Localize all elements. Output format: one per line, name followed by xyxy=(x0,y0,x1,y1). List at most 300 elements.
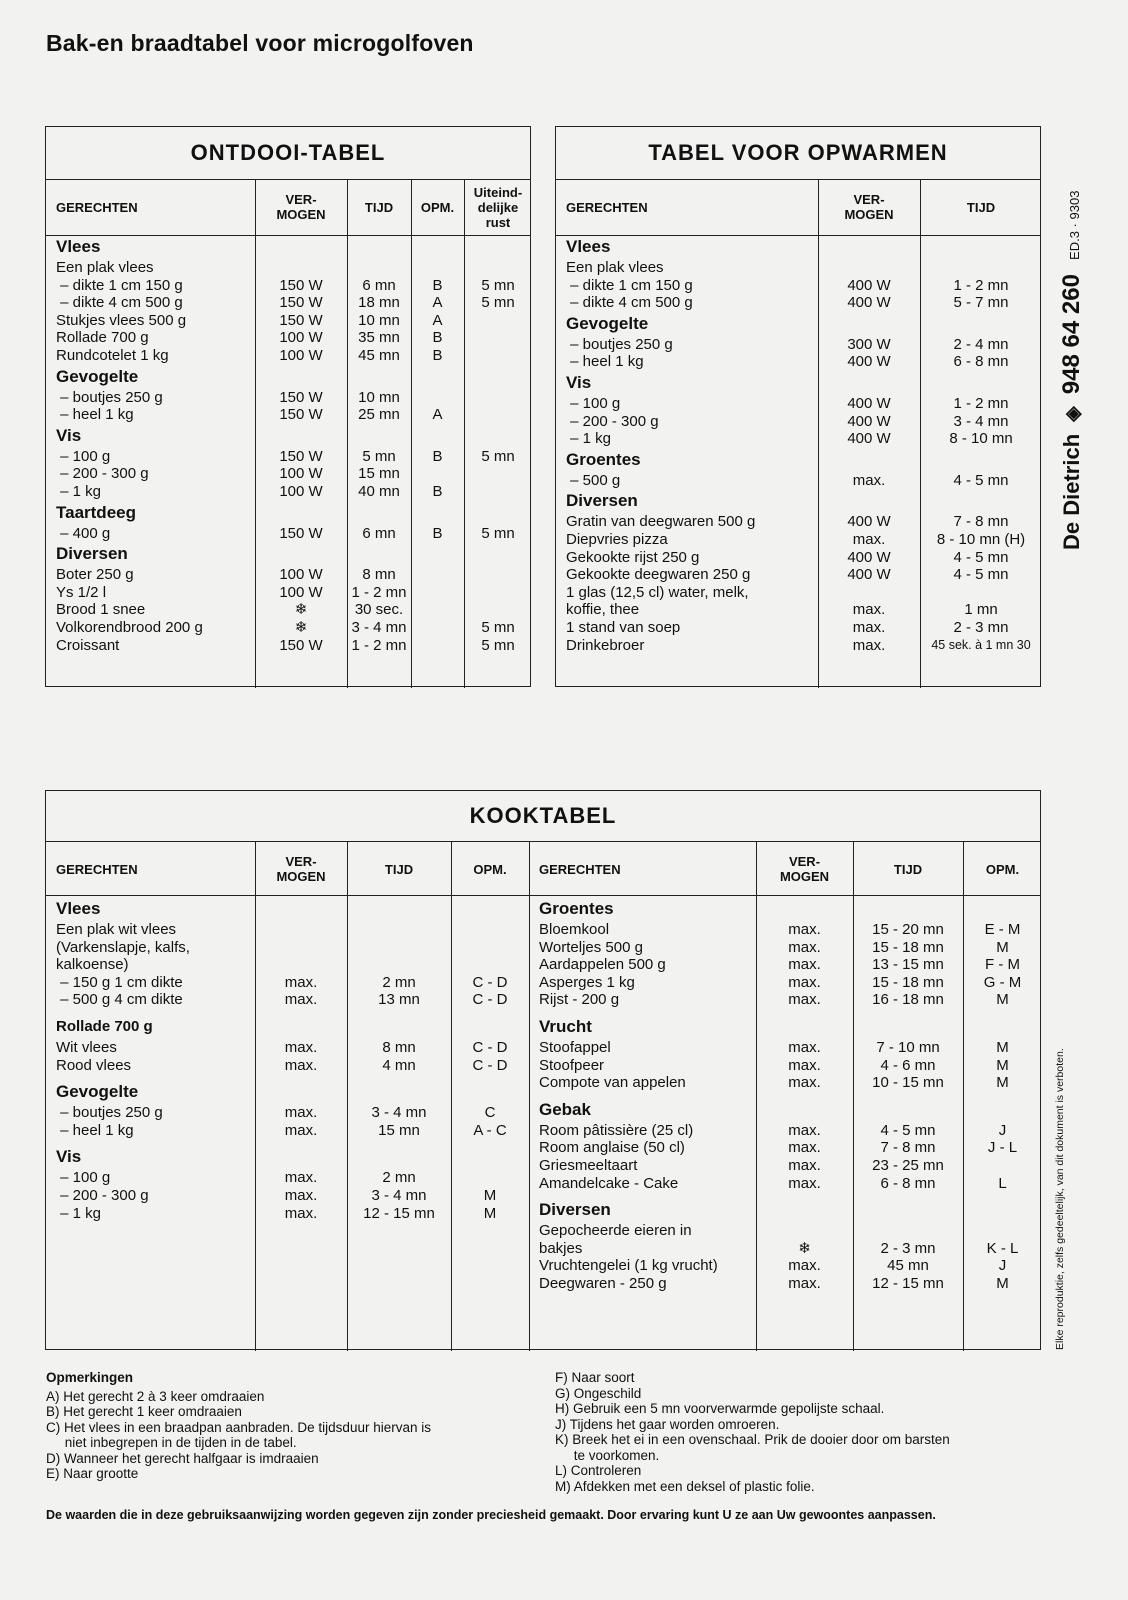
note-item: te voorkomen. xyxy=(555,1447,660,1463)
cell-dish: Rundcotelet 1 kg xyxy=(56,346,169,364)
cell-time: 45 sek. à 1 mn 30 xyxy=(931,637,1031,652)
cell-dish: – heel 1 kg xyxy=(566,353,644,371)
cell-power: 100 W xyxy=(279,346,323,364)
cell-time: 15 - 18 mn xyxy=(872,938,944,956)
cell-dish: Stukjes vlees 500 g xyxy=(56,311,187,329)
note-item: K) Breek het ei in een ovenschaal. Prik de dooier door om barsten xyxy=(555,1432,950,1447)
table-row xyxy=(56,939,526,957)
cell-power: 400 W xyxy=(847,566,891,584)
table-row xyxy=(56,991,526,1009)
cell-time: 6 - 8 mn xyxy=(953,353,1009,371)
table-row xyxy=(566,294,1036,312)
cell-time: 8 mn xyxy=(382,1038,416,1056)
table-row xyxy=(539,1039,1039,1057)
table-row xyxy=(56,389,526,407)
cell-power: max. xyxy=(284,1038,318,1056)
cell-time: 2 mn xyxy=(382,1169,416,1187)
cell-dish: Deegwaren - 250 g xyxy=(539,1274,667,1292)
cell-remark: C - D xyxy=(472,991,508,1009)
table-row xyxy=(566,430,1036,448)
cell-power: 100 W xyxy=(279,583,323,601)
cell-time: 13 mn xyxy=(378,991,420,1009)
table-row xyxy=(539,921,1039,939)
cell-power: max. xyxy=(788,1174,821,1192)
cell-time: 45 mn xyxy=(358,346,400,364)
cell-time: 1 - 2 mn xyxy=(351,583,407,601)
cell-time: 1 - 2 mn xyxy=(953,276,1009,294)
cell-dish: – 1 kg xyxy=(566,430,612,448)
cell-power: 400 W xyxy=(847,294,891,312)
header-gerechten: GERECHTEN xyxy=(56,861,138,877)
cell-dish: Vruchtengelei (1 kg vrucht) xyxy=(539,1257,718,1275)
cell-time: 40 mn xyxy=(358,482,400,500)
kook-table xyxy=(45,790,1041,1350)
table-row xyxy=(56,259,526,277)
cell-remark: C - D xyxy=(472,1056,508,1074)
cell-power: 300 W xyxy=(847,335,891,353)
cell-time: 15 - 20 mn xyxy=(872,921,944,938)
cell-power: max. xyxy=(788,1056,821,1074)
cell-dish: Compote van appelen xyxy=(539,1074,686,1092)
cell-dish: Room anglaise (50 cl) xyxy=(539,1139,685,1157)
note-item: H) Gebruik een 5 mn voorverwarmde gepolijste schaal. xyxy=(555,1401,885,1416)
cell-dish: – 100 g xyxy=(56,1169,111,1187)
cell-dish: – dikte 4 cm 500 g xyxy=(566,294,693,312)
cell-power: 400 W xyxy=(847,430,891,448)
category-heading: Vlees xyxy=(566,237,611,256)
cell-time: 4 - 5 mn xyxy=(880,1121,936,1139)
cell-time: 4 - 5 mn xyxy=(953,548,1009,566)
cell-time: 13 - 15 mn xyxy=(872,956,944,974)
table-row xyxy=(566,584,1036,602)
opwarmen-rows-body xyxy=(566,235,1036,654)
cell-time: 10 - 15 mn xyxy=(872,1074,944,1092)
note-item: L) Controleren xyxy=(555,1463,642,1478)
cell-time: 10 mn xyxy=(358,311,400,329)
cell-dish: – 200 - 300 g xyxy=(566,412,659,430)
cell-time: 4 mn xyxy=(382,1056,416,1074)
table-row xyxy=(56,1205,526,1223)
cell-dish: Boter 250 g xyxy=(56,566,134,584)
note-item: D) Wanneer het gerecht halfgaar is imdraaien xyxy=(46,1450,319,1466)
note-item: J) Tijdens het gaar worden omroeren. xyxy=(555,1416,780,1432)
cell-dish: Rood vlees xyxy=(56,1056,132,1074)
copyright-block xyxy=(1052,1010,1072,1350)
note-item: G) Ongeschild xyxy=(555,1385,642,1401)
table-row xyxy=(566,277,1036,295)
cell-power: 150 W xyxy=(279,294,323,312)
cell-power: 100 W xyxy=(279,465,323,483)
table-row xyxy=(56,1057,526,1075)
cell-rest: 5 mn xyxy=(481,618,515,636)
cell-time: 23 - 25 mn xyxy=(872,1156,944,1174)
cell-power: max. xyxy=(284,1121,318,1139)
category-heading: Vlees xyxy=(56,899,101,918)
header-tijd: TIJD xyxy=(364,199,394,215)
cell-remark: B xyxy=(432,482,443,500)
table-row xyxy=(566,395,1036,413)
note-item: niet inbegrepen in de tijden in de tabel. xyxy=(46,1435,297,1450)
note-item: M) Afdekken met een deksel of plastic folie. xyxy=(555,1478,815,1494)
cell-time: 5 mn xyxy=(362,447,396,465)
table-row xyxy=(539,1240,1039,1258)
table-row xyxy=(539,974,1039,992)
cell-remark: M xyxy=(996,1074,1009,1092)
note-item: A) Het gerecht 2 à 3 keer omdraaien xyxy=(46,1388,265,1404)
table-row xyxy=(56,956,526,974)
cell-power: max. xyxy=(284,1186,318,1204)
cell-dish: Bloemkool xyxy=(539,921,610,938)
cell-dish: kalkoense) xyxy=(56,956,129,974)
table-row xyxy=(539,956,1039,974)
cell-time: 8 - 10 mn xyxy=(949,430,1013,448)
table-row xyxy=(56,1122,526,1140)
header-vermogen: VER- MOGEN xyxy=(779,854,830,884)
table-row xyxy=(56,465,526,483)
ontdooi-table xyxy=(45,126,531,687)
category-heading: Groentes xyxy=(566,449,641,469)
table-row xyxy=(56,921,526,939)
cell-power: max. xyxy=(852,618,886,636)
cell-time: 7 - 10 mn xyxy=(876,1038,940,1056)
category-heading: Vis xyxy=(56,425,82,445)
cell-rest: 5 mn xyxy=(481,447,515,465)
cell-dish: 1 glas (12,5 cl) water, melk, xyxy=(566,583,749,601)
cell-power: max. xyxy=(852,636,886,654)
table-row xyxy=(56,312,526,330)
table-row xyxy=(56,1039,526,1057)
cell-remark: M xyxy=(996,938,1009,956)
table-row xyxy=(539,1175,1039,1193)
cell-remark: J - L xyxy=(987,1139,1018,1157)
cell-dish: Een plak vlees xyxy=(56,259,154,276)
cell-dish: – dikte 4 cm 500 g xyxy=(56,294,183,312)
side-brand-block xyxy=(1058,120,1088,580)
header-gerechten: GERECHTEN xyxy=(539,861,621,877)
cell-dish: Aardappelen 500 g xyxy=(539,956,666,974)
cell-dish: Brood 1 snee xyxy=(56,601,146,619)
notes-heading: Opmerkingen xyxy=(46,1370,134,1385)
cell-power: max. xyxy=(788,973,821,991)
cell-time: 6 - 8 mn xyxy=(880,1174,936,1192)
cell-power: max. xyxy=(788,1121,821,1139)
table-row xyxy=(56,637,526,655)
cell-time: 7 - 8 mn xyxy=(880,1139,936,1157)
table-row xyxy=(56,1187,526,1205)
cell-remark: L xyxy=(998,1174,1007,1192)
table-row xyxy=(56,406,526,424)
table-row xyxy=(56,601,526,619)
cell-power: 150 W xyxy=(279,406,323,424)
cell-time: 15 mn xyxy=(378,1121,420,1139)
cell-power: max. xyxy=(852,471,886,489)
table-row xyxy=(566,619,1036,637)
cell-remark: K - L xyxy=(986,1239,1019,1257)
ontdooi-rows-body xyxy=(56,235,526,654)
cell-power: max. xyxy=(788,938,821,956)
table-row xyxy=(56,294,526,312)
cell-dish: – 400 g xyxy=(56,524,111,542)
table-row xyxy=(539,939,1039,957)
cell-dish: Rijst - 200 g xyxy=(539,991,620,1009)
cell-remark: J xyxy=(998,1257,1007,1275)
cell-power: 400 W xyxy=(847,548,891,566)
category-heading: Gevogelte xyxy=(56,366,139,386)
cell-power: max. xyxy=(284,1169,318,1187)
cell-power: max. xyxy=(284,991,318,1009)
cell-power: max. xyxy=(284,1056,318,1074)
cell-time: 12 - 15 mn xyxy=(363,1204,435,1222)
cell-remark: M xyxy=(483,1186,497,1204)
cell-power: 100 W xyxy=(279,329,323,347)
cell-time: 7 - 8 mn xyxy=(953,513,1009,531)
copyright-text: Elke reproduktie, zelfs gedeeltelijk, van dit dokument is verboten. xyxy=(1054,1048,1066,1350)
cell-dish: – 200 - 300 g xyxy=(56,1186,149,1204)
cell-dish: Asperges 1 kg xyxy=(539,973,635,991)
cell-dish: Stoofappel xyxy=(539,1038,611,1056)
category-heading: Vrucht xyxy=(539,1016,592,1036)
cell-dish: Stoofpeer xyxy=(539,1056,605,1074)
table-row xyxy=(539,1157,1039,1175)
cell-remark: C - D xyxy=(472,1038,508,1056)
cell-remark: B xyxy=(432,447,443,465)
cell-dish: – 150 g 1 cm dikte xyxy=(56,973,183,991)
cell-time: 3 - 4 mn xyxy=(351,618,407,636)
opwarmen-table-title: TABEL VOOR OPWARMEN xyxy=(556,127,1040,180)
cell-remark: C xyxy=(484,1104,496,1122)
cell-dish: Gratin van deegwaren 500 g xyxy=(566,513,756,531)
cell-dish: Worteljes 500 g xyxy=(539,938,643,956)
cell-time: 3 - 4 mn xyxy=(953,412,1009,430)
cell-dish: – boutjes 250 g xyxy=(56,388,163,406)
cell-rest: 5 mn xyxy=(481,276,515,294)
cell-time: 16 - 18 mn xyxy=(872,991,944,1009)
cell-dish: bakjes xyxy=(539,1239,583,1257)
product-code: 948 64 260 xyxy=(1058,274,1085,395)
cell-time: 2 - 3 mn xyxy=(953,618,1009,636)
snowflake-defrost-icon: ❄ xyxy=(798,1239,811,1257)
cell-time: 10 mn xyxy=(358,388,400,406)
table-row xyxy=(56,566,526,584)
ontdooi-table-title: ONTDOOI-TABEL xyxy=(46,127,530,180)
cell-remark: A xyxy=(432,311,443,329)
cell-time: 18 mn xyxy=(358,294,400,312)
cell-remark: B xyxy=(432,346,443,364)
page-title: Bak-en braadtabel voor microgolfoven xyxy=(46,30,474,56)
cell-dish: – 100 g xyxy=(566,394,621,412)
cell-time: 6 mn xyxy=(362,276,396,294)
cell-dish: Drinkebroer xyxy=(566,636,645,654)
cell-time: 2 - 3 mn xyxy=(880,1239,936,1257)
cell-dish: Diepvries pizza xyxy=(566,530,668,548)
cell-rest: 5 mn xyxy=(481,294,515,312)
category-heading: Taartdeeg xyxy=(56,502,136,522)
cell-time: 3 - 4 mn xyxy=(371,1186,427,1204)
kook-right-rows-body xyxy=(539,897,1039,1293)
cell-dish: Een plak vlees xyxy=(566,259,664,276)
cell-power: 150 W xyxy=(279,311,323,329)
opwarmen-table xyxy=(555,126,1041,687)
cell-power: max. xyxy=(852,601,886,619)
notes-left xyxy=(46,1370,546,1482)
cell-dish: koffie, thee xyxy=(566,601,640,619)
cell-power: 400 W xyxy=(847,276,891,294)
kook-table-title: KOOKTABEL xyxy=(46,791,1040,842)
header-gerechten: GERECHTEN xyxy=(566,199,648,215)
cell-remark: A xyxy=(432,406,443,424)
table-row xyxy=(566,413,1036,431)
table-row xyxy=(56,974,526,992)
table-row xyxy=(539,1122,1039,1140)
cell-time: 12 - 15 mn xyxy=(872,1274,944,1292)
brand-name: De Dietrich xyxy=(1059,433,1084,550)
note-item: E) Naar grootte xyxy=(46,1466,139,1481)
cell-dish: Gekookte rijst 250 g xyxy=(566,548,700,566)
category-heading: Gevogelte xyxy=(566,313,649,333)
table-row xyxy=(539,1275,1039,1293)
category-heading: Gebak xyxy=(539,1099,591,1119)
cell-power: max. xyxy=(788,1257,821,1275)
cell-remark: M xyxy=(483,1204,497,1222)
table-row xyxy=(566,513,1036,531)
table-row xyxy=(539,1257,1039,1275)
header-opm: OPM. xyxy=(985,861,1020,877)
header-tijd: TIJD xyxy=(893,861,923,877)
cell-power: 100 W xyxy=(279,482,323,500)
cell-remark: M xyxy=(996,1274,1009,1292)
cell-dish: – 1 kg xyxy=(56,482,102,500)
cell-dish: – dikte 1 cm 150 g xyxy=(56,276,183,294)
table-row xyxy=(566,472,1036,490)
header-tijd: TIJD xyxy=(384,861,414,877)
table-row xyxy=(566,353,1036,371)
table-row xyxy=(566,566,1036,584)
cell-power: max. xyxy=(284,1204,318,1222)
cell-remark: A xyxy=(432,294,443,312)
cell-dish: – 200 - 300 g xyxy=(56,465,149,483)
table-row xyxy=(539,1139,1039,1157)
cell-remark: G - M xyxy=(983,973,1022,991)
cell-power: max. xyxy=(788,1139,821,1157)
cell-power: 100 W xyxy=(279,566,323,584)
cell-dish: 1 stand van soep xyxy=(566,618,681,636)
cell-power: max. xyxy=(284,1104,318,1122)
table-row xyxy=(566,531,1036,549)
table-row xyxy=(566,336,1036,354)
cell-power: 150 W xyxy=(279,447,323,465)
snowflake-defrost-icon: ❄ xyxy=(294,601,308,619)
cell-power: 400 W xyxy=(847,513,891,531)
cell-dish: – dikte 1 cm 150 g xyxy=(566,276,693,294)
category-heading: Groentes xyxy=(539,899,614,918)
table-row xyxy=(56,277,526,295)
category-heading: Diversen xyxy=(539,1200,611,1220)
table-row xyxy=(539,1074,1039,1092)
table-row xyxy=(56,525,526,543)
table-row xyxy=(539,991,1039,1009)
cell-time: 15 mn xyxy=(358,465,400,483)
cell-time: 4 - 6 mn xyxy=(880,1056,936,1074)
table-row xyxy=(539,1222,1039,1240)
snowflake-defrost-icon: ❄ xyxy=(294,618,308,636)
cell-time: 4 - 5 mn xyxy=(953,566,1009,584)
category-heading: Vis xyxy=(56,1147,82,1167)
cell-power: max. xyxy=(788,1038,821,1056)
table-row xyxy=(56,448,526,466)
table-row xyxy=(56,483,526,501)
cell-rest: 5 mn xyxy=(481,636,515,654)
table-row xyxy=(56,619,526,637)
cell-time: 35 mn xyxy=(358,329,400,347)
table-row xyxy=(56,347,526,365)
cell-dish: Ys 1/2 l xyxy=(56,583,107,601)
cell-dish: Gekookte deegwaren 250 g xyxy=(566,566,751,584)
cell-time: 4 - 5 mn xyxy=(953,471,1009,489)
cell-dish: – boutjes 250 g xyxy=(56,1104,163,1122)
cell-power: max. xyxy=(788,1074,821,1092)
diamond-logo-icon: ◈ xyxy=(1062,406,1084,422)
cell-power: max. xyxy=(788,1156,821,1174)
cell-dish: Amandelcake - Cake xyxy=(539,1174,679,1192)
kook-left-rows-body xyxy=(56,897,526,1222)
cell-dish: – 1 kg xyxy=(56,1204,102,1222)
footer-note: De waarden die in deze gebruiksaanwijzing worden gegeven zijn zonder preciesheid gemaakt. Door ervaring kunt U ze aan Uw gewoontes aanpassen. xyxy=(46,1508,936,1522)
cell-dish: – heel 1 kg xyxy=(56,1121,134,1139)
note-item: C) Het vlees in een braadpan aanbraden. De tijdsduur hiervan is xyxy=(46,1419,431,1435)
cell-time: 15 - 18 mn xyxy=(872,973,944,991)
cell-dish: Room pâtissière (25 cl) xyxy=(539,1121,694,1139)
cell-power: max. xyxy=(788,991,821,1009)
cell-dish: – 100 g xyxy=(56,447,111,465)
cell-time: 6 mn xyxy=(362,524,396,542)
cell-time: 30 sec. xyxy=(354,601,404,619)
category-heading: Vlees xyxy=(56,237,101,256)
cell-power: 400 W xyxy=(847,412,891,430)
cell-dish: Een plak wit vlees xyxy=(56,921,177,938)
cell-remark: M xyxy=(996,1056,1009,1074)
cell-remark: B xyxy=(432,329,443,347)
cell-dish: – 500 g xyxy=(566,471,621,489)
header-opm: OPM. xyxy=(473,861,507,877)
cell-remark: A - C xyxy=(473,1121,507,1139)
cell-remark: C - D xyxy=(472,973,508,991)
header-vermogen: VER- MOGEN xyxy=(276,854,326,884)
table-row xyxy=(566,259,1036,277)
cell-time: 45 mn xyxy=(887,1257,929,1275)
cell-rest: 5 mn xyxy=(481,524,515,542)
cell-dish: Rollade 700 g xyxy=(56,329,149,347)
cell-dish: Volkorendbrood 200 g xyxy=(56,618,203,636)
cell-power: max. xyxy=(788,1274,821,1292)
notes-right xyxy=(555,1370,1035,1494)
cell-power: max. xyxy=(788,921,821,938)
cell-time: 25 mn xyxy=(358,406,400,424)
cell-dish: Wit vlees xyxy=(56,1038,117,1056)
category-heading: Vis xyxy=(566,372,592,392)
cell-dish: Gepocheerde eieren in xyxy=(539,1222,692,1240)
cell-power: 150 W xyxy=(279,524,323,542)
cell-time: 1 mn xyxy=(964,601,998,619)
cell-time: 5 - 7 mn xyxy=(953,294,1009,312)
table-row xyxy=(566,637,1036,655)
cell-dish: – 500 g 4 cm dikte xyxy=(56,991,183,1009)
cell-time: 1 - 2 mn xyxy=(351,636,407,654)
header-vermogen: VER- MOGEN xyxy=(276,192,326,222)
cell-time: 1 - 2 mn xyxy=(953,394,1009,412)
cell-remark: M xyxy=(996,991,1009,1009)
category-heading: Gevogelte xyxy=(56,1082,139,1102)
cell-dish: Griesmeeltaart xyxy=(539,1156,638,1174)
